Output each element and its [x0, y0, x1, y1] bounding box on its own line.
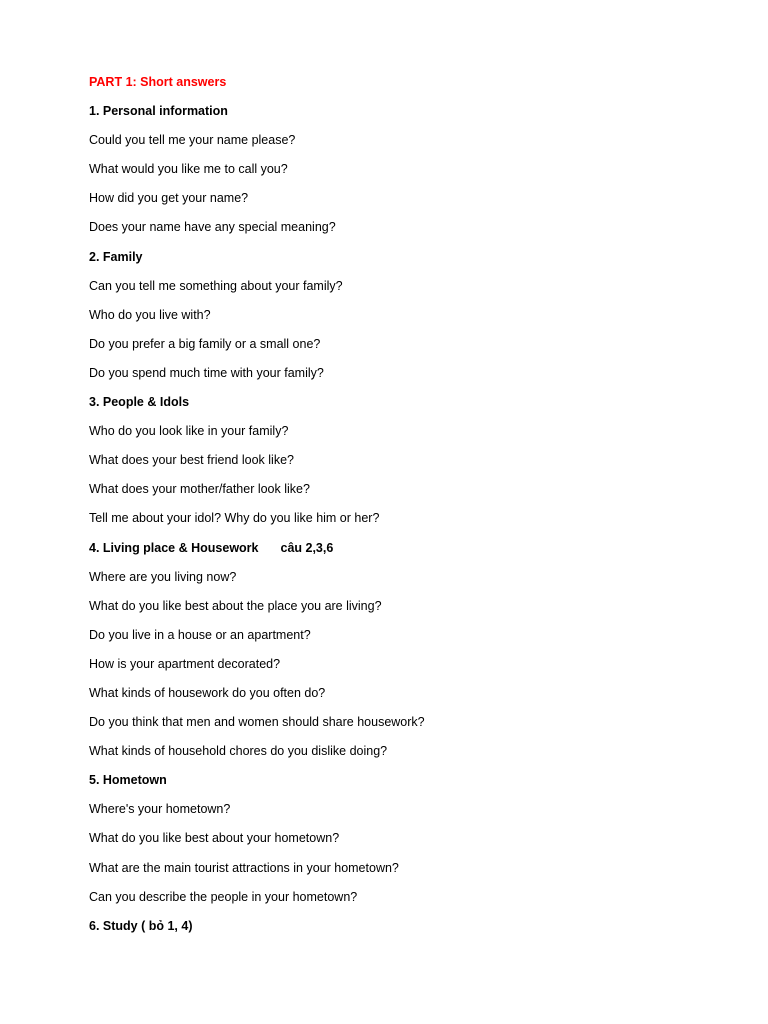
question-item: What kinds of housework do you often do?: [89, 685, 326, 700]
section-heading: [89, 772, 729, 801]
section-heading-text: 3. People & Idols: [89, 395, 190, 410]
question-item: Tell me about your idol? Why do you like him or her?: [89, 511, 380, 526]
question-item: What kinds of household chores do you dislike doing?: [89, 744, 388, 759]
question-item: Who do you live with?: [89, 307, 211, 322]
question-item: Who do you look like in your family?: [89, 424, 289, 439]
question-item: What would you like me to call you?: [89, 162, 288, 177]
question-item: Do you prefer a big family or a small one?: [89, 336, 321, 351]
question-item: Where are you living now?: [89, 569, 237, 584]
section-heading-text: 5. Hometown: [89, 773, 167, 788]
section-heading-text: 1. Personal information: [89, 104, 228, 119]
section-heading-text: 4. Living place & Housework: [89, 540, 259, 555]
part-title: PART 1: Short answers: [89, 75, 227, 89]
question-item: Do you spend much time with your family?: [89, 365, 324, 380]
question-item: How did you get your name?: [89, 191, 249, 206]
section-heading: [89, 918, 729, 947]
question-item: What do you like best about your hometown?: [89, 831, 340, 846]
section-heading: [89, 249, 729, 278]
section-heading: [89, 103, 729, 132]
question-item: Could you tell me your name please?: [89, 133, 296, 148]
question-item: Do you live in a house or an apartment?: [89, 627, 311, 642]
section-heading-text: 6. Study ( bỏ 1, 4): [89, 918, 193, 933]
section-heading: [89, 394, 729, 423]
question-item: What do you like best about the place you are living?: [89, 598, 382, 613]
document-page: [89, 74, 729, 947]
section-note: câu 2,3,6: [280, 540, 334, 555]
question-item: What does your best friend look like?: [89, 453, 294, 468]
question-item: Can you describe the people in your hometown?: [89, 889, 358, 904]
question-item: Do you think that men and women should share housework?: [89, 715, 425, 730]
question-item: What are the main tourist attractions in your hometown?: [89, 860, 399, 875]
question-item: What does your mother/father look like?: [89, 482, 310, 497]
question-item: Where's your hometown?: [89, 802, 231, 817]
question-item: Does your name have any special meaning?: [89, 220, 336, 235]
section-heading: [89, 540, 729, 569]
section-heading-text: 2. Family: [89, 249, 143, 264]
question-item: How is your apartment decorated?: [89, 656, 281, 671]
question-item: Can you tell me something about your family?: [89, 278, 343, 293]
